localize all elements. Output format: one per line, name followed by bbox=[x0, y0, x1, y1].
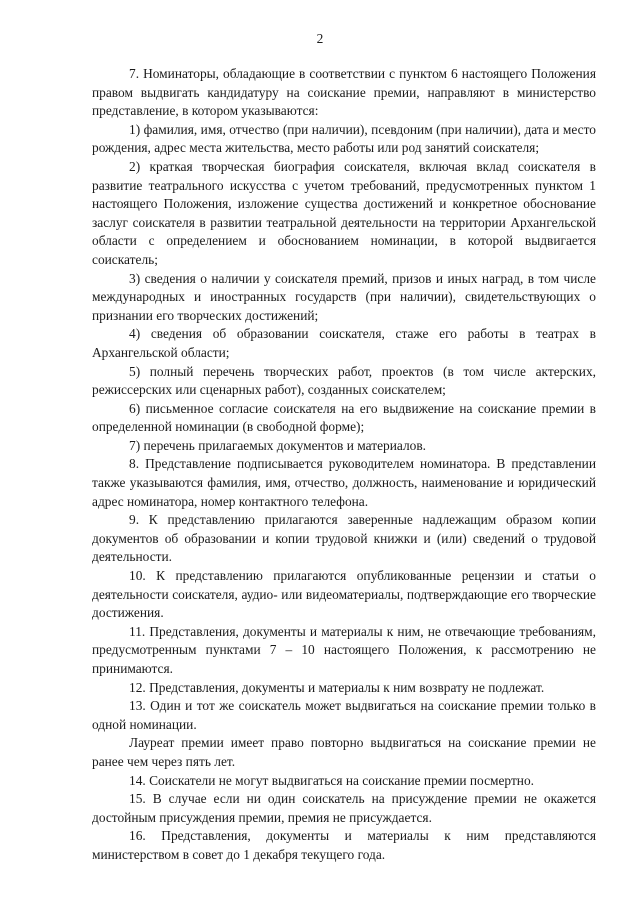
paragraph-10: 10. К представлению прилагаются опубликованные рецензии и статьи о деятельности соискателя, аудио- или видеоматериалы, подтверждающие его творческие достижения. bbox=[92, 568, 596, 621]
paragraph-16: 16. Представления, документы и материалы к ним представляются министерством в совет до 1 декабря текущего года. bbox=[92, 828, 596, 862]
paragraph-7-item-4: 4) сведения об образовании соискателя, стаже его работы в театрах в Архангельской области; bbox=[92, 326, 596, 360]
paragraph-7-item-7: 7) перечень прилагаемых документов и материалов. bbox=[129, 437, 426, 453]
paragraph-11: 11. Представления, документы и материалы к ним, не отвечающие требованиям, предусмотренным пунктами 7 – 10 настоящего Положения, к рассмотрению не принимаются. bbox=[92, 623, 596, 676]
paragraph-7-item-1: 1) фамилия, имя, отчество (при наличии), псевдоним (при наличии), дата и место рождения, адрес места жительства, место работы или род занятий соискателя; bbox=[92, 121, 596, 156]
paragraph-7-item-3: 3) сведения о наличии у соискателя премий, призов и иных наград, в том числе международных и иностранных государств (при наличии), свидетельствующих о признании его творческих достижений; bbox=[92, 270, 596, 323]
paragraph-13-laureate: Лауреат премии имеет право повторно выдвигаться на соискание премии не ранее чем через пять лет. bbox=[92, 735, 596, 769]
paragraph-14: 14. Соискатели не могут выдвигаться на соискание премии посмертно. bbox=[129, 772, 535, 788]
document-body bbox=[92, 65, 596, 865]
paragraph-7-item-5: 5) полный перечень творческих работ, проектов (в том числе актерских, режиссерских или сценарных работ), созданных соискателем; bbox=[92, 363, 596, 398]
paragraph-13: 13. Один и тот же соискатель может выдвигаться на соискание премии только в одной номинации. bbox=[92, 698, 596, 732]
paragraph-15: 15. В случае если ни один соискатель на присуждение премии не окажется достойным присуждения премии, премия не присуждается. bbox=[92, 791, 596, 825]
paragraph-7: 7. Номинаторы, обладающие в соответствии с пунктом 6 настоящего Положения правом выдвигать кандидатуру на соискание премии, направляют в министерство представление, в котором указываются: bbox=[92, 66, 596, 119]
paragraph-8: 8. Представление подписывается руководителем номинатора. В представлении также указываются фамилия, имя, отчество, должность, наименование и юридический адрес номинатора, номер контактного телефона. bbox=[92, 456, 596, 509]
paragraph-9: 9. К представлению прилагаются заверенные надлежащим образом копии документов об образовании и копии трудовой книжки и (или) сведений о трудовой деятельности. bbox=[92, 512, 596, 565]
paragraph-7-item-6: 6) письменное согласие соискателя на его выдвижение на соискание премии в определенной номинации (в свободной форме); bbox=[92, 400, 596, 435]
page-number: 2 bbox=[316, 31, 324, 46]
paragraph-12: 12. Представления, документы и материалы к ним возврату не подлежат. bbox=[129, 679, 545, 695]
paragraph-7-item-2: 2) краткая творческая биография соискателя, включая вклад соискателя в развитие театрального искусства с учетом требований, предусмотренных пунктом 1 настоящего Положения, изложение существа достижений и конкретное обоснование заслуг соискателя в развитии театральной деятельности на территории Архангельской области с определением и обоснованием номинации, в которой выдвигается соискатель; bbox=[92, 158, 596, 267]
